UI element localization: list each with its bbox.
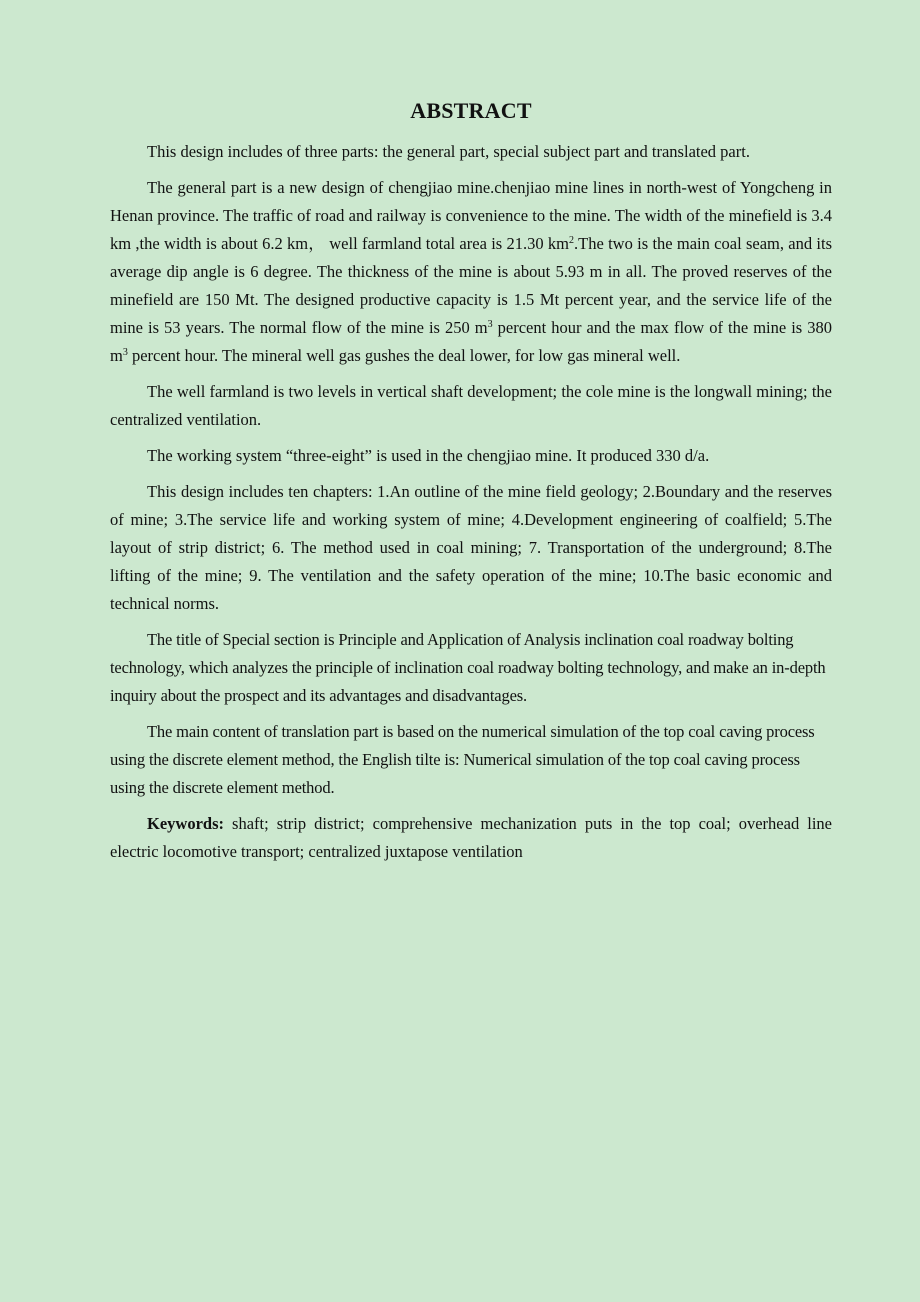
superscript-3a: 3 [487, 319, 493, 330]
paragraph-overview: This design includes of three parts: the general part, special subject part and translated part. [147, 142, 750, 161]
paragraph-special-section: The title of Special section is Principle and Application of Analysis inclination coal roadway bolting technology, which analyzes the principle of inclination coal roadway bolting technology, and make an in-depth inquiry about the prospect and its advantages and disadvantages. [110, 630, 826, 705]
general-part-text-2: .The two is the main coal seam, and its average dip angle is 6 degree. The thickness of the mine is about 5.93 m in all. The proved reserves of the minefield are 150 Mt. The designed productive capacity is 1.5 Mt percent year, and the service life of the mine is 53 years. The normal flow of the mine is 250 m [110, 234, 833, 337]
abstract-page [110, 96, 832, 874]
paragraph-development: The well farmland is two levels in vertical shaft development; the cole mine is the longwall mining; the centralized ventilation. [110, 382, 832, 429]
general-part-text-4: percent hour. The mineral well gas gushes the deal lower, for low gas mineral well. [127, 346, 681, 365]
page-title: ABSTRACT [410, 98, 532, 123]
keywords-text: shaft; strip district; comprehensive mechanization puts in the top coal; overhead line electric locomotive transport; centralized juxtapose ventilation [110, 814, 832, 861]
keywords-label: Keywords: [147, 814, 224, 833]
superscript-2: 2 [569, 235, 575, 246]
paragraph-keywords [110, 810, 832, 866]
paragraph-chapters: This design includes ten chapters: 1.An outline of the mine field geology; 2.Boundary and the reserves of mine; 3.The service life and working system of mine; 4.Development engineering of coalfield; 5.The layout of strip district; 6. The method used in coal mining; 7. Transportation of the underground; 8.The lifting of the mine; 9. The ventilation and the safety operation of the mine; 10.The basic economic and technical norms. [110, 482, 832, 613]
superscript-3b: 3 [122, 347, 128, 358]
general-part-text-1: The general part is a new design of chengjiao mine.chenjiao mine lines in north-west of Yongcheng in Henan province. The traffic of road and railway is convenience to the mine. The width of the minefield is 3.4 km ,the width is about 6.2 km， well farmland total area is 21.30 km [110, 178, 832, 253]
paragraph-working-system: The working system “three-eight” is used in the chengjiao mine. It produced 330 d/a. [147, 446, 710, 465]
paragraph-general-part [110, 174, 832, 370]
paragraph-translation-part: The main content of translation part is based on the numerical simulation of the top coal caving process using the discrete element method, the English tilte is: Numerical simulation of the top coal caving process using the discrete element method. [110, 722, 815, 797]
general-part-text-3: percent hour and the max flow of the mine is 380 m [110, 318, 833, 365]
